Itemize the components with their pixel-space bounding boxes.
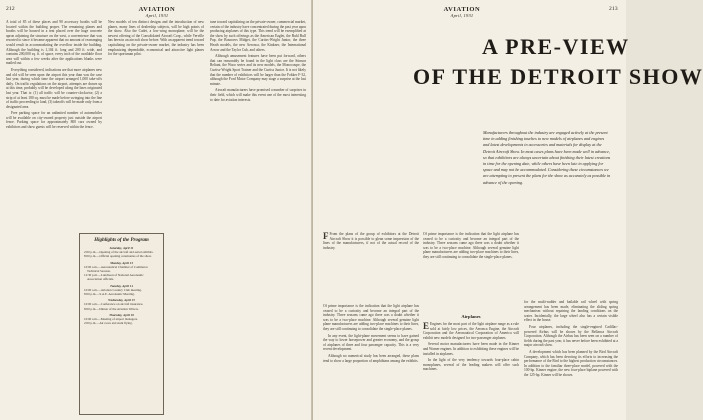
paragraph: for the multi-rudder and bailable rail wheel with spring arrangement has been made, eliminating the sliding spring mechanism without repairing the landing conditions on the water. Incidentally, the large wheel also has a certain visible effect in the house. xyxy=(524,300,618,323)
paragraph: Although amusement features have been put forward, others that can reasonably be found in the light class are the Stinson Reliant, the Waco series and its new models, the Monocoupe, the Curtiss-Wright Sport Trainer and the Curtiss Junior. It is not likely that the number of exhibitors will be larger than the Fokker F-32, although the Ford Motor Company may stage a surprise at the last minute. xyxy=(210,54,306,86)
highlights-day-block xyxy=(84,313,159,326)
left-page-number: 212 xyxy=(6,6,15,12)
paragraph-text: From the plans of the group of exhibitors at the Detroit Aircraft Show it is possible to glean some impression of the lines of the manufacturers, if not of the actual record of the industry. xyxy=(323,232,419,250)
highlights-event: 10:00 a.m.—Aviation Country Club meeting. xyxy=(84,287,142,292)
highlights-event: 8:00 p.m.—Official opening ceremonies of the show. xyxy=(84,254,152,259)
paragraph: Of prime importance is the indication that the light airplane has ceased to be a curiosity and become an integral part of the industry. Three seasons came ago there was a doubt whether it was to be a two-place machine. Although several genuine light plane manufacturers are adding two-place machines to their lines, they are still continuing to consolidate the single-place planes. xyxy=(423,232,519,259)
paragraph: In any event, the light-plane movement seems to have gained the way to lower horsepower and greater economy, and the group of airplanes of three and four passenger capacity. This is a very recent development. xyxy=(323,333,419,352)
highlights-event: 10:00 a.m.—Conference on aircraft insurance. xyxy=(84,302,144,307)
highlights-day-block xyxy=(84,284,159,297)
right-page-number: 213 xyxy=(609,6,618,12)
paragraph: Everything considered, indications are that more airplanes new and old will be seen upon the airport this year than was the case last year, during which time the airport arranged 1,000 take-offs daily. On traffic regulations on the airport, attempts are drawn up at this time, probably will be developed along the lines originated last year. That is: (1) all traffic will be counter-clockwise, (2) a strip of at least 180 sq. must be made before swinging into the line of traffic proceeding to land, (3) takeoffs will be made only from a designated area. xyxy=(6,67,102,109)
paragraph: Free parking space for an unlimited number of automobiles will be available on city-owned property just outside the airport fence. Parking space for approximately 800 cars owned by exhibitors and show guests will be reserved within the fence. xyxy=(6,111,102,130)
paragraph: Four airplanes, including the single-engined Cadillac-powered Airbus will be shown by the Bellanca Aircraft Corporation. Although the Airbus has been seen on a number of fields during the past year, it has never before been exhibited at a major aircraft show. xyxy=(524,324,618,348)
paragraph-text: Engines for the most part of the light airplane range as a rule sold at fairly low prices, the Aeronca Engine, the Aircraft Corporation and the Aeronautical Corporation of America will exhibit new models designed for two-passenger airplanes. xyxy=(423,322,519,340)
highlights-day: Tuesday, April 14 xyxy=(110,283,133,288)
article-intro: Manufacturers throughout the industry are engaged actively at the present time in adding finishing touches to new models of airplanes and engines and latest developments in accessories and materials for display at the Detroit Aircraft Show. In most cases plans have been made well in advance, so that exhibitors are always uncertain about finishing their latest creations in time for the opening date, while others have been late in applying for space and may not be accommodated. Considering these circumstances we are attempting to present the plans for the show as accurately as possible in advance of the opening. xyxy=(483,130,611,185)
paragraph: Of prime importance is the indication that the light airplane has ceased to be a curiosity and become an integral part of the industry. Three seasons came ago there was a doubt whether it was to be a two-place machine. Although several genuine light plane manufacturers are adding two-place machines to their lines, they are still continuing to consolidate the single-place planes. xyxy=(323,304,419,331)
left-page-header xyxy=(122,6,192,18)
highlights-box xyxy=(79,233,164,415)
highlights-day-block xyxy=(84,261,159,282)
highlights-day: Saturday, April 11 xyxy=(109,246,134,250)
highlights-event: 8:00 p.m.—Dinner of the Aviation Writers. xyxy=(84,306,139,311)
highlights-day-block xyxy=(84,298,159,311)
highlights-event: 12:30 p.m.—Luncheon of National Aeronautic Association officials. xyxy=(84,273,144,282)
highlights-event: 2:00 p.m.—Air races and stunt flying. xyxy=(84,321,133,326)
highlights-day: Wednesday, April 15 xyxy=(108,298,135,303)
right-issue-date: April, 1931 xyxy=(450,13,474,18)
highlights-body xyxy=(80,246,163,325)
paragraph xyxy=(423,322,519,340)
paragraph: A total of 85 of these places and 90 accessory booths will be located within the building proper. The remaining planes and booths will be housed in a tent placed over the huge concrete apron adjoining the structure on the west, a convenience that was resorted to since it became apparent that no amount of rearranging would result in accommodating the overflow inside the building. Although the building is 1,104 ft. long and 200 ft. wide, and contains 200,000 sq. ft. of space, every inch of the available floor area will within a few weeks after the applications blanks were mailed out. xyxy=(6,20,102,66)
highlights-event: 2:00 p.m.—Opening of the aircraft and aerial exhibits. xyxy=(84,250,154,255)
article-title-line-1: A PRE-VIEW xyxy=(482,34,630,59)
paragraph: Several motor manufacturers have been made in the Kinner and Warner engines. In addition to exhibiting these engines will be installed in airplanes. xyxy=(423,342,519,356)
paragraph xyxy=(323,232,419,250)
section-subhead: Airplanes xyxy=(461,314,481,319)
left-magazine-name: AVIATION xyxy=(138,6,176,13)
highlights-event: 10:00 a.m.—Meeting of airport managers. xyxy=(84,317,138,322)
highlights-day: Monday, April 13 xyxy=(110,260,133,265)
right-magazine-name: AVIATION xyxy=(443,6,481,13)
highlights-event: 10:00 a.m.—Aeronautical Chamber of Commerce Technical Session. xyxy=(84,264,148,274)
left-column-2 xyxy=(108,20,204,230)
highlights-day-block xyxy=(84,246,159,259)
paragraph: New models of ten distinct designs and the introduction of new planes, many lines of dealership subjects, will be high points of the show. Also the Cadet, a low-wing monoplane, will be the newest offering of the Consolidated Aircraft Corp., while Verville has been in an aircraft show before. With an apparent trend toward capitalizing on the private-owner market, the industry has been emphasizing dependable, economical and attractive light planes for the sportsman pilot. xyxy=(108,20,204,57)
highlights-event: 8:00 p.m.—S.A.E. Aeronautic Meeting. xyxy=(84,292,135,297)
right-column-2-cont xyxy=(423,322,519,414)
drop-cap: F xyxy=(323,231,329,241)
left-column-3 xyxy=(210,20,306,412)
left-issue-date: April, 1931 xyxy=(145,13,169,18)
drop-cap: E xyxy=(423,321,430,331)
right-column-3 xyxy=(524,300,618,414)
highlights-title: Highlights of the Program xyxy=(94,238,149,243)
article-title-line-2: OF THE DETROIT SHOW xyxy=(413,64,703,89)
highlights-day: Thursday, April 16 xyxy=(109,312,134,317)
paragraph: In the light of the very tendency towards four-place cabin monoplanes, several of the leading makers will offer such machines. xyxy=(423,358,519,372)
right-column-1-cont xyxy=(323,304,419,414)
paragraph: tune toward capitalizing on the private-owner, commercial market, certain of the industry have concentrated during the past year upon producing airplanes of this type. This trend will be exemplified at the show by such offerings as the American Eaglet, the Buhl Bull Pup, the Bouncers Midget, the Curtiss-Wright Junior, the three Heath models, the new Aeronca, the Kinkner, the International Arrow and the Taylor Cub, and others. xyxy=(210,20,306,52)
paragraph: Aircraft manufacturers have promised a number of surprises in their field, which will make this event one of the most interesting to date for aviation interests. xyxy=(210,88,306,102)
right-page-header xyxy=(427,6,497,18)
right-column-2 xyxy=(423,232,519,312)
paragraph: A development which has been planned by the Bird Aircraft Company, which has been devoting its efforts to increasing the performance of the Bird to the highest production circumstances. In addition to the familiar three-place model, powered with the 100-hp. Kinner engine, the new four-place biplane powered with the 125-hp. Kinner will be shown. xyxy=(524,349,618,377)
paragraph: Although no numerical study has been arranged, these plans tend to show a large proportion of amphibians among the exhibits. xyxy=(323,353,419,363)
left-page xyxy=(0,0,312,420)
right-column-1 xyxy=(323,232,419,302)
